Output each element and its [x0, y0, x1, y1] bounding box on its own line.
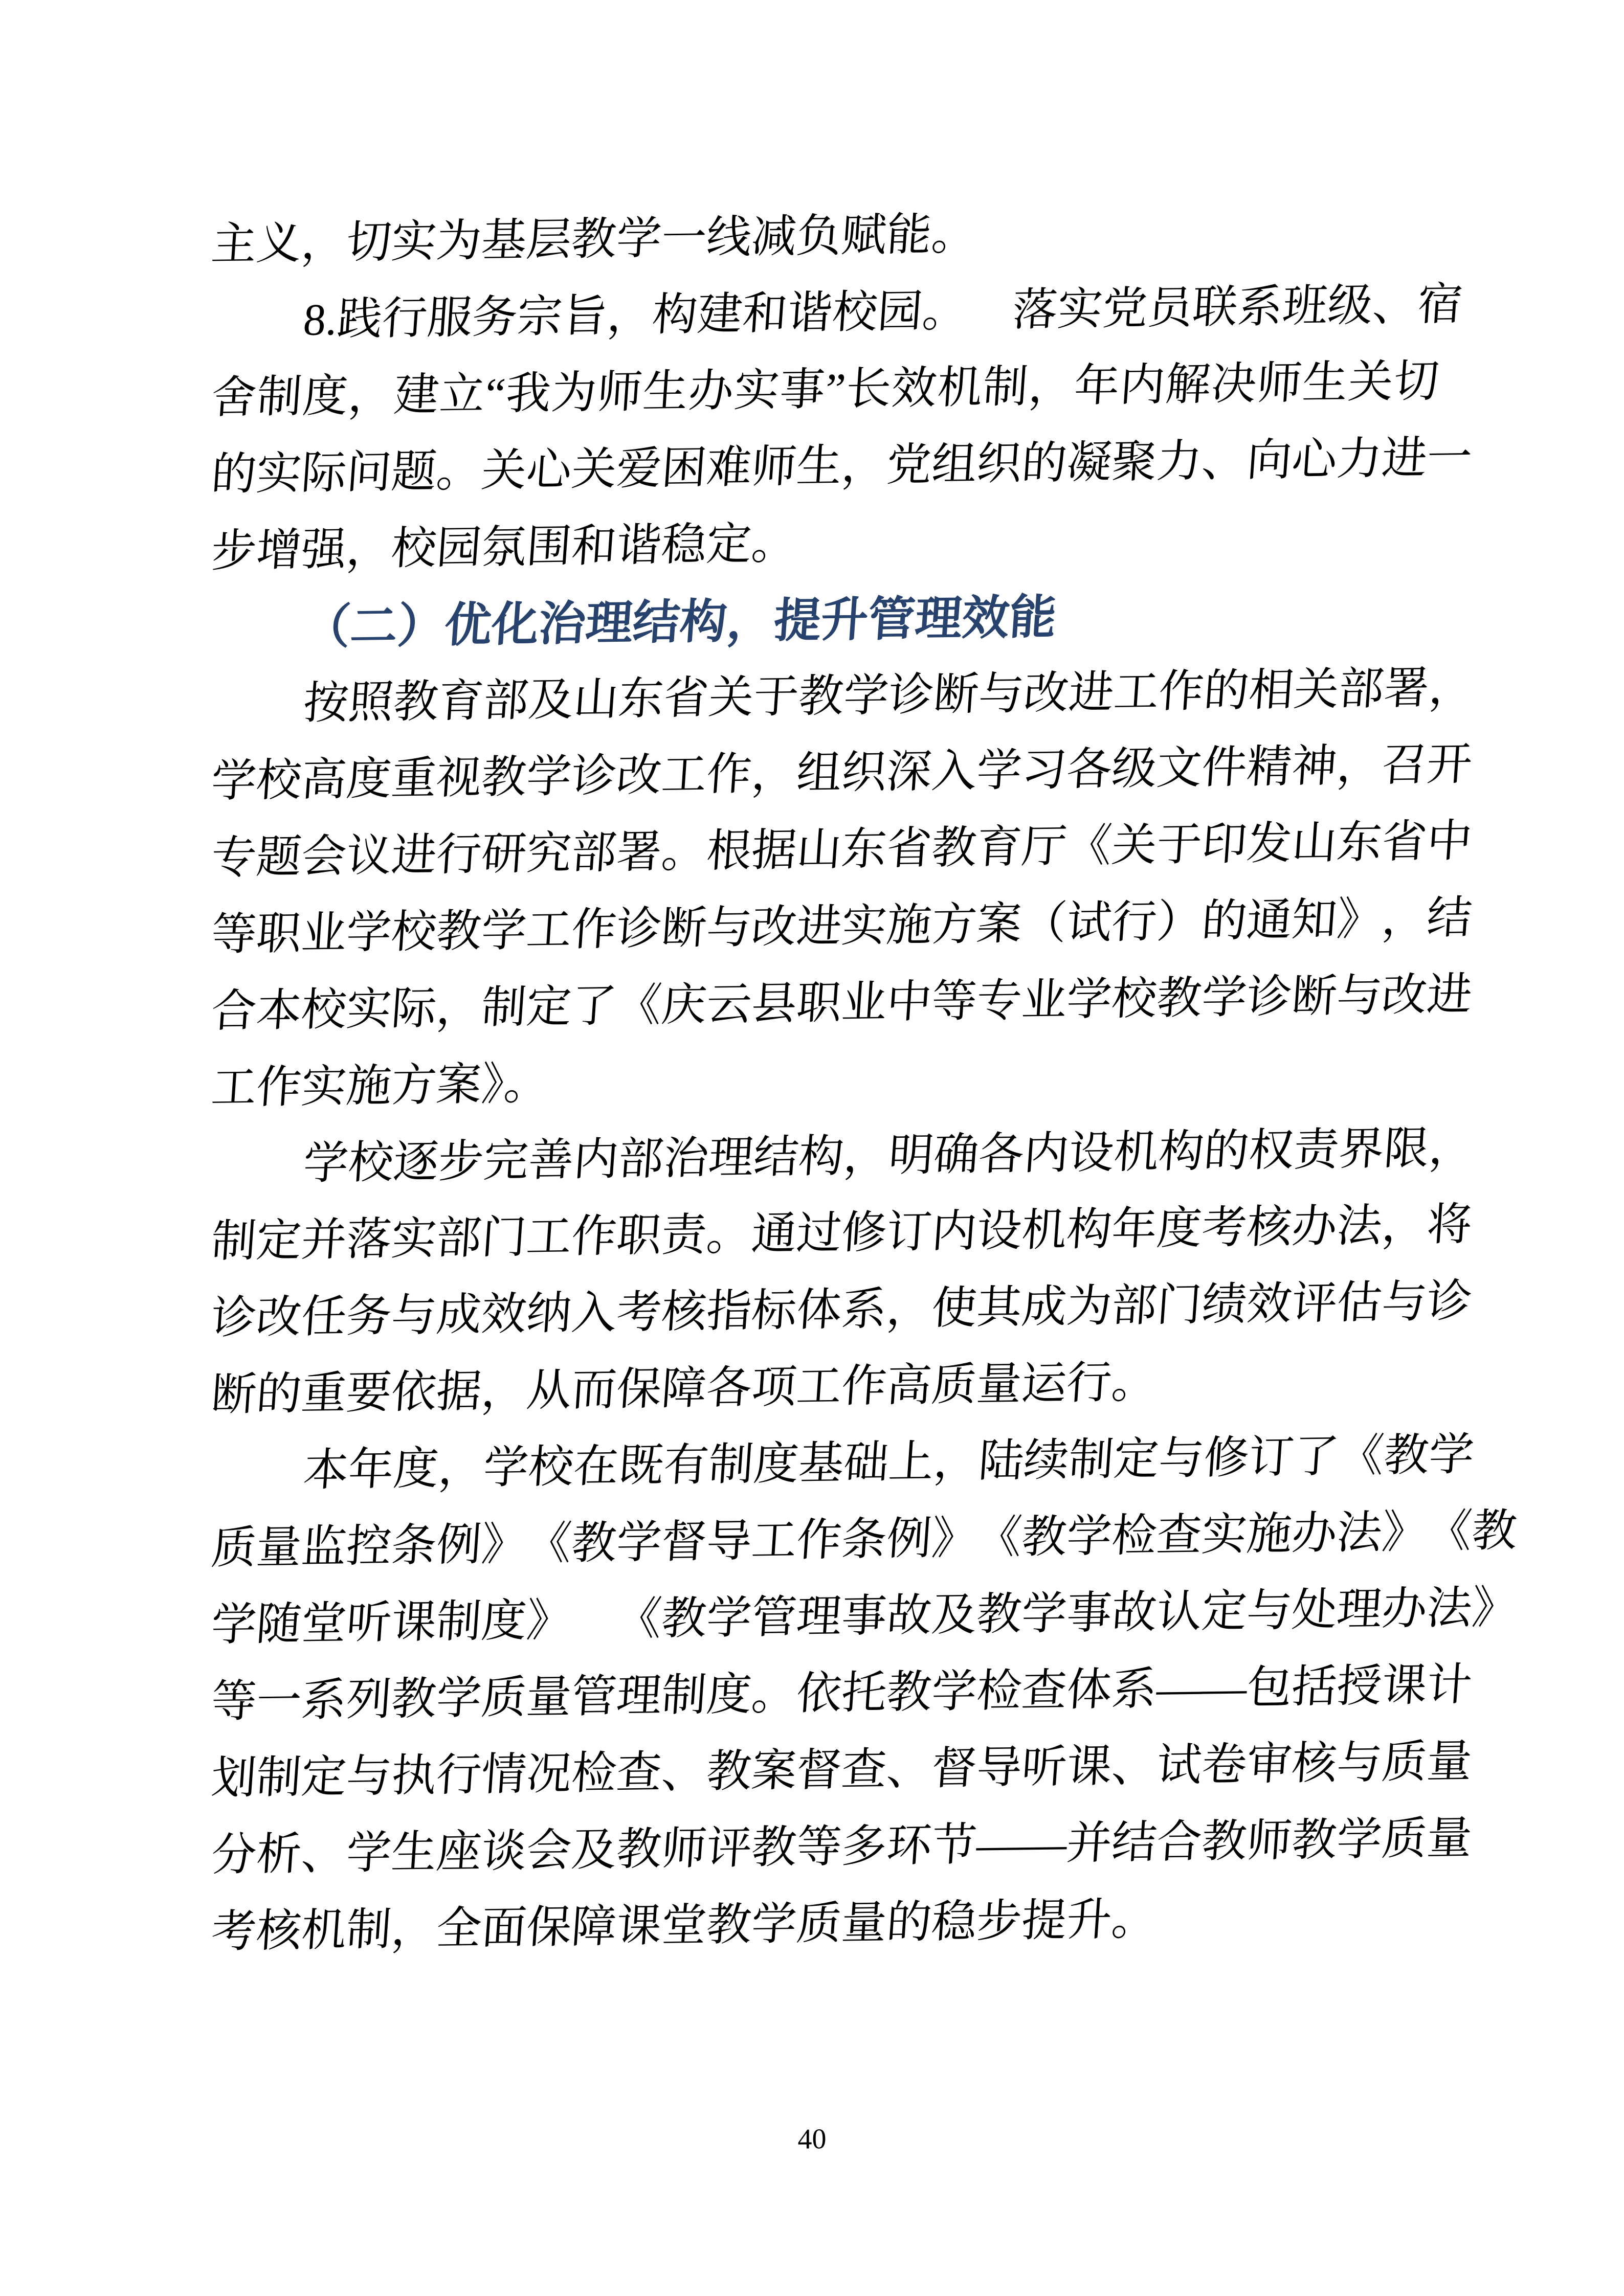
text-line: 等 职 业 学 校 教 学 工 作 诊 断 与 改 进 实 施 方 案 （ 试 行 ） 的 通 知 》 ， 结: [209, 893, 1474, 960]
text-line: 学 随 堂 听 课 制 度 》 《 教 学 管 理 事 故 及 教 学 事 故 认 定 与 处 理 办 法 》: [209, 1583, 1519, 1651]
page-number: 40: [797, 2123, 827, 2155]
text-line: 本 年 度 ， 学 校 在 既 有 制 度 基 础 上 ， 陆 续 制 定 与 修 订 了 《 教 学: [301, 1430, 1476, 1496]
section-heading: （二）优化治理结构，提升管理效能: [301, 591, 1058, 654]
text-line: 按 照 教 育 部 及 山 东 省 关 于 教 学 诊 断 与 改 进 工 作 的 相 关 部 署 ，: [301, 663, 1476, 729]
text-line: 学 校 逐 步 完 善 内 部 治 理 结 构 ， 明 确 各 内 设 机 构 的 权 责 界 限 ，: [301, 1123, 1476, 1189]
text-content: [209, 190, 1519, 1971]
text-line: 划 制 定 与 执 行 情 况 检 查 、 教 案 督 查 、 督 导 听 课 、 试 卷 审 核 与 质 量: [209, 1737, 1474, 1804]
text-line: 学 校 高 度 重 视 教 学 诊 改 工 作 ， 组 织 深 入 学 习 各 级 文 件 精 神 ， 召 开: [209, 739, 1474, 807]
text-line: 步增强，校园氛围和谐稳定。: [209, 519, 798, 577]
text-line: 舍 制 度 ， 建 立 “ 我 为 师 生 办 实 事 ” 长 效 机 制 ， 年 内 解 决 师 生 关 切: [209, 356, 1441, 423]
text-line: 8 . 践 行 服 务 宗 旨 ， 构 建 和 谐 校 园 。 落 实 党 员 联 系 班 级 、 宿: [301, 280, 1464, 345]
text-line: 诊 改 任 务 与 成 效 纳 入 考 核 指 标 体 系 ， 使 其 成 为 部 门 绩 效 评 估 与 诊: [209, 1276, 1474, 1344]
text-line: 等 一 系 列 教 学 质 量 管 理 制 度 。 依 托 教 学 检 查 体 系 — — 包 括 授 课 计: [209, 1660, 1474, 1727]
text-line: 分 析 、 学 生 座 谈 会 及 教 师 评 教 等 多 环 节 — — 并 结 合 教 师 教 学 质 量: [209, 1813, 1474, 1881]
text-line: 主义，切实为基层教学一线减负赋能。: [209, 209, 978, 270]
text-line: 制 定 并 落 实 部 门 工 作 职 责 。 通 过 修 订 内 设 机 构 年 度 考 核 办 法 ， 将: [209, 1200, 1474, 1267]
text-line: 断的重要依据，从而保障各项工作高质量运行。: [209, 1358, 1159, 1421]
text-line: 工作实施方案》。: [209, 1059, 551, 1114]
text-line: 质 量 监 控 条 例 》 《 教 学 督 导 工 作 条 例 》 《 教 学 检 查 实 施 办 法 》 《 教: [209, 1506, 1519, 1574]
text-line: 的 实 际 问 题 。 关 心 关 爱 困 难 师 生 ， 党 组 织 的 凝 聚 力 、 向 心 力 进 一: [209, 433, 1474, 500]
text-line: 考核机制，全面保障课堂教学质量的稳步提升。: [209, 1895, 1159, 1957]
text-line: 专 题 会 议 进 行 研 究 部 署 。 根 据 山 东 省 教 育 厅 《 关 于 印 发 山 东 省 中: [209, 816, 1474, 884]
text-line: 合 本 校 实 际 ， 制 定 了 《 庆 云 县 职 业 中 等 专 业 学 校 教 学 诊 断 与 改 进: [209, 970, 1474, 1037]
